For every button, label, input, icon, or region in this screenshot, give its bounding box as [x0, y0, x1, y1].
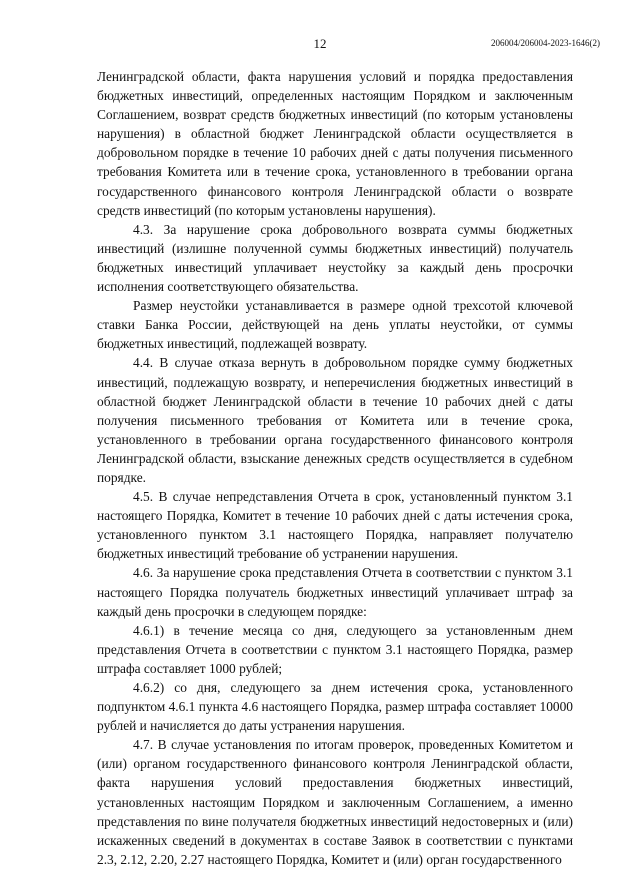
- paragraph-penalty-size: Размер неустойки устанавливается в размере одной трехсотой ключевой ставки Банка России, действующей на день уплаты неустойки, от суммы бюджетных инвестиций, подлежащей возврату.: [97, 298, 573, 352]
- paragraph-4-6-2: 4.6.2) со дня, следующего за днем истечения срока, установленного подпунктом 4.6.1 пункта 4.6 настоящего Порядка, размер штрафа составляет 10000 рублей и начисляется до даты устранения нарушения.: [97, 680, 573, 734]
- document-body: [97, 67, 573, 869]
- paragraph-4-3: 4.3. За нарушение срока добровольного возврата суммы бюджетных инвестиций (излишне полученной суммы бюджетных инвестиций) получатель бюджетных инвестиций уплачивает неустойку за каждый день просрочки исполнения соответствующего обязательства.: [97, 221, 573, 295]
- paragraph-4-4: 4.4. В случае отказа вернуть в добровольном порядке сумму бюджетных инвестиций, подлежащую возврату, и неперечисления бюджетных инвестиций в областной бюджет Ленинградской области в течение 10 рабочих дней с даты получения письменного требования от Комитета или в течение срока, установленного в требовании органа государственного финансового контроля Ленинградской области, взыскание денежных средств осуществляется в судебном порядке.: [97, 355, 573, 485]
- paragraph-4-6-1: 4.6.1) в течение месяца со дня, следующего за установленным днем представления Отчета в соответствии с пунктом 3.1 настоящего Порядка, размер штрафа составляет 1000 рублей;: [97, 622, 573, 676]
- document-id: 206004/206004-2023-1646(2): [491, 38, 600, 48]
- paragraph-continuation: Ленинградской области, факта нарушения условий и порядка предоставления бюджетных инвестиций, определенных настоящим Порядком и заключенным Соглашением, возврат средств бюджетных инвестиций (по которым установлены нарушения) в областной бюджет Ленинградской области осуществляется в добровольном порядке в течение 10 рабочих дней с даты получения письменного требования Комитета или в течение срока, установленного в требовании органа государственного финансового контроля Ленинградской области о возврате средств инвестиций (по которым установлены нарушения).: [97, 69, 573, 218]
- page-number: 12: [313, 36, 327, 51]
- paragraph-4-7: 4.7. В случае установления по итогам проверок, проведенных Комитетом и (или) органом государственного финансового контроля Ленинградской области, факта нарушения условий предоставления бюджетных инвестиций, установленных настоящим Порядком и заключенным Соглашением, а именно представления по вине получателя бюджетных инвестиций недостоверных и (или) искаженных сведений в документах в составе Заявок в соответствии с пунктами 2.3, 2.12, 2.20, 2.27 настоящего Порядка, Комитет и (или) орган государственного: [97, 737, 573, 867]
- paragraph-4-6: 4.6. За нарушение срока представления Отчета в соответствии с пунктом 3.1 настоящего Порядка получатель бюджетных инвестиций уплачивает штраф за каждый день просрочки в следующем порядке:: [97, 565, 573, 619]
- paragraph-4-5: 4.5. В случае непредставления Отчета в срок, установленный пунктом 3.1 настоящего Порядка, Комитет в течение 10 рабочих дней с даты истечения срока, установленного пунктом 3.1 настоящего Порядка, направляет получателю бюджетных инвестиций требование об устранении нарушения.: [97, 489, 573, 562]
